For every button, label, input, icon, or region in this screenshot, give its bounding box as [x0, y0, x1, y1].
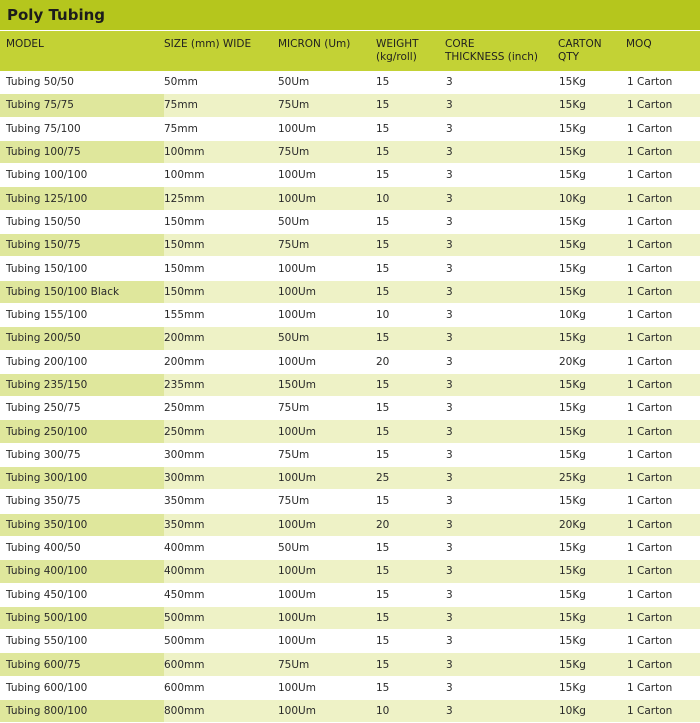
cell-size: 100mm	[164, 140, 278, 163]
cell-micron: 100Um	[278, 303, 376, 326]
cell-micron: 100Um	[278, 350, 376, 373]
cell-micron: 100Um	[278, 420, 376, 443]
cell-size: 235mm	[164, 373, 278, 396]
cell-micron: 150Um	[278, 373, 376, 396]
cell-micron: 100Um	[278, 630, 376, 653]
table-row	[0, 467, 700, 490]
cell-model: Tubing 200/100	[0, 350, 164, 373]
cell-micron: 100Um	[278, 467, 376, 490]
cell-moq: 1 Carton	[627, 373, 700, 396]
cell-weight: 20	[376, 350, 446, 373]
cell-size: 250mm	[164, 420, 278, 443]
table-row	[0, 397, 700, 420]
table-row	[0, 234, 700, 257]
cell-micron: 75Um	[278, 653, 376, 676]
cell-weight: 10	[376, 187, 446, 210]
table-row	[0, 560, 700, 583]
cell-carton: 15Kg	[559, 94, 627, 117]
cell-weight: 15	[376, 630, 446, 653]
table-row	[0, 303, 700, 326]
header-carton-line1: CARTON	[558, 38, 602, 50]
cell-micron: 75Um	[278, 140, 376, 163]
cell-weight: 15	[376, 257, 446, 280]
cell-core: 3	[446, 373, 559, 396]
cell-weight: 15	[376, 140, 446, 163]
cell-moq: 1 Carton	[627, 513, 700, 536]
cell-core: 3	[446, 327, 559, 350]
header-carton-line2: QTY	[558, 51, 580, 63]
cell-carton: 15Kg	[559, 653, 627, 676]
cell-size: 100mm	[164, 164, 278, 187]
cell-model: Tubing 500/100	[0, 606, 164, 629]
header-core-line1: CORE	[445, 38, 475, 50]
cell-micron: 100Um	[278, 560, 376, 583]
cell-moq: 1 Carton	[627, 653, 700, 676]
cell-micron: 75Um	[278, 490, 376, 513]
cell-moq: 1 Carton	[627, 490, 700, 513]
cell-micron: 75Um	[278, 443, 376, 466]
cell-weight: 25	[376, 467, 446, 490]
cell-core: 3	[446, 490, 559, 513]
cell-core: 3	[446, 210, 559, 233]
cell-weight: 15	[376, 536, 446, 559]
cell-moq: 1 Carton	[627, 280, 700, 303]
cell-moq: 1 Carton	[627, 443, 700, 466]
cell-core: 3	[446, 420, 559, 443]
cell-carton: 15Kg	[559, 397, 627, 420]
cell-micron: 50Um	[278, 71, 376, 94]
cell-weight: 15	[376, 164, 446, 187]
cell-carton: 15Kg	[559, 257, 627, 280]
cell-size: 600mm	[164, 676, 278, 699]
cell-size: 250mm	[164, 397, 278, 420]
cell-carton: 15Kg	[559, 117, 627, 140]
cell-size: 200mm	[164, 327, 278, 350]
cell-model: Tubing 155/100	[0, 303, 164, 326]
cell-model: Tubing 75/75	[0, 94, 164, 117]
cell-size: 150mm	[164, 257, 278, 280]
cell-size: 400mm	[164, 560, 278, 583]
table-row	[0, 420, 700, 443]
cell-weight: 15	[376, 606, 446, 629]
cell-size: 150mm	[164, 234, 278, 257]
table-row	[0, 350, 700, 373]
cell-weight: 15	[376, 71, 446, 94]
cell-carton: 15Kg	[559, 490, 627, 513]
cell-core: 3	[446, 653, 559, 676]
cell-size: 75mm	[164, 117, 278, 140]
cell-model: Tubing 125/100	[0, 187, 164, 210]
cell-core: 3	[446, 303, 559, 326]
cell-carton: 10Kg	[559, 700, 627, 723]
cell-core: 3	[446, 257, 559, 280]
cell-model: Tubing 600/75	[0, 653, 164, 676]
header-size: SIZE (mm) WIDE	[164, 38, 252, 50]
cell-carton: 15Kg	[559, 280, 627, 303]
cell-model: Tubing 200/50	[0, 327, 164, 350]
cell-weight: 15	[376, 420, 446, 443]
header-weight-line2: (kg/roll)	[376, 51, 417, 63]
cell-moq: 1 Carton	[627, 234, 700, 257]
cell-micron: 100Um	[278, 187, 376, 210]
cell-carton: 15Kg	[559, 443, 627, 466]
cell-core: 3	[446, 560, 559, 583]
cell-moq: 1 Carton	[627, 94, 700, 117]
cell-core: 3	[446, 630, 559, 653]
cell-moq: 1 Carton	[627, 303, 700, 326]
cell-moq: 1 Carton	[627, 583, 700, 606]
cell-moq: 1 Carton	[627, 467, 700, 490]
cell-carton: 20Kg	[559, 350, 627, 373]
cell-core: 3	[446, 583, 559, 606]
cell-micron: 75Um	[278, 94, 376, 117]
cell-carton: 20Kg	[559, 513, 627, 536]
cell-moq: 1 Carton	[627, 140, 700, 163]
cell-model: Tubing 75/100	[0, 117, 164, 140]
cell-size: 350mm	[164, 490, 278, 513]
cell-core: 3	[446, 443, 559, 466]
cell-size: 50mm	[164, 71, 278, 94]
cell-core: 3	[446, 676, 559, 699]
table-row	[0, 653, 700, 676]
cell-core: 3	[446, 513, 559, 536]
cell-core: 3	[446, 397, 559, 420]
cell-micron: 100Um	[278, 676, 376, 699]
cell-carton: 15Kg	[559, 630, 627, 653]
cell-model: Tubing 400/100	[0, 560, 164, 583]
cell-moq: 1 Carton	[627, 71, 700, 94]
table-row	[0, 71, 700, 94]
cell-carton: 15Kg	[559, 420, 627, 443]
cell-moq: 1 Carton	[627, 420, 700, 443]
header-carton	[558, 38, 602, 64]
cell-carton: 25Kg	[559, 467, 627, 490]
table-header-row	[0, 31, 700, 71]
cell-micron: 50Um	[278, 536, 376, 559]
cell-model: Tubing 600/100	[0, 676, 164, 699]
header-weight	[376, 38, 419, 64]
cell-moq: 1 Carton	[627, 560, 700, 583]
cell-carton: 10Kg	[559, 187, 627, 210]
cell-micron: 100Um	[278, 700, 376, 723]
cell-moq: 1 Carton	[627, 606, 700, 629]
cell-moq: 1 Carton	[627, 536, 700, 559]
cell-moq: 1 Carton	[627, 676, 700, 699]
table-title: Poly Tubing	[0, 0, 700, 31]
table-row	[0, 164, 700, 187]
cell-core: 3	[446, 536, 559, 559]
cell-weight: 15	[376, 94, 446, 117]
header-core	[445, 38, 538, 64]
cell-size: 150mm	[164, 210, 278, 233]
cell-carton: 15Kg	[559, 210, 627, 233]
cell-model: Tubing 150/100 Black	[0, 280, 164, 303]
cell-carton: 15Kg	[559, 606, 627, 629]
cell-moq: 1 Carton	[627, 164, 700, 187]
cell-model: Tubing 50/50	[0, 71, 164, 94]
cell-moq: 1 Carton	[627, 257, 700, 280]
cell-weight: 20	[376, 513, 446, 536]
cell-micron: 100Um	[278, 280, 376, 303]
cell-moq: 1 Carton	[627, 117, 700, 140]
cell-core: 3	[446, 71, 559, 94]
cell-carton: 15Kg	[559, 140, 627, 163]
cell-model: Tubing 300/100	[0, 467, 164, 490]
header-moq: MOQ	[626, 38, 652, 50]
cell-weight: 15	[376, 490, 446, 513]
cell-size: 600mm	[164, 653, 278, 676]
cell-size: 350mm	[164, 513, 278, 536]
cell-size: 200mm	[164, 350, 278, 373]
table-row	[0, 606, 700, 629]
header-model: MODEL	[6, 38, 44, 50]
table-row	[0, 280, 700, 303]
cell-weight: 15	[376, 210, 446, 233]
table-row	[0, 94, 700, 117]
cell-moq: 1 Carton	[627, 327, 700, 350]
cell-model: Tubing 300/75	[0, 443, 164, 466]
cell-size: 150mm	[164, 280, 278, 303]
cell-carton: 15Kg	[559, 234, 627, 257]
cell-moq: 1 Carton	[627, 630, 700, 653]
cell-weight: 15	[376, 280, 446, 303]
cell-size: 450mm	[164, 583, 278, 606]
cell-size: 155mm	[164, 303, 278, 326]
cell-size: 500mm	[164, 630, 278, 653]
cell-weight: 15	[376, 583, 446, 606]
cell-carton: 10Kg	[559, 303, 627, 326]
table-row	[0, 536, 700, 559]
cell-micron: 75Um	[278, 397, 376, 420]
cell-carton: 15Kg	[559, 536, 627, 559]
table-row	[0, 443, 700, 466]
cell-model: Tubing 150/100	[0, 257, 164, 280]
cell-size: 400mm	[164, 536, 278, 559]
header-micron: MICRON (Um)	[278, 38, 351, 50]
cell-model: Tubing 150/50	[0, 210, 164, 233]
cell-core: 3	[446, 94, 559, 117]
cell-micron: 50Um	[278, 327, 376, 350]
cell-size: 300mm	[164, 443, 278, 466]
cell-core: 3	[446, 187, 559, 210]
cell-micron: 50Um	[278, 210, 376, 233]
cell-carton: 15Kg	[559, 560, 627, 583]
cell-size: 800mm	[164, 700, 278, 723]
cell-weight: 15	[376, 676, 446, 699]
cell-weight: 15	[376, 653, 446, 676]
cell-carton: 15Kg	[559, 71, 627, 94]
cell-model: Tubing 100/100	[0, 164, 164, 187]
cell-moq: 1 Carton	[627, 700, 700, 723]
cell-model: Tubing 250/100	[0, 420, 164, 443]
table-row	[0, 700, 700, 723]
cell-weight: 15	[376, 234, 446, 257]
table-row	[0, 140, 700, 163]
cell-weight: 10	[376, 303, 446, 326]
cell-size: 500mm	[164, 606, 278, 629]
cell-weight: 15	[376, 117, 446, 140]
cell-core: 3	[446, 140, 559, 163]
cell-moq: 1 Carton	[627, 210, 700, 233]
table-row	[0, 513, 700, 536]
cell-weight: 15	[376, 327, 446, 350]
table-row	[0, 210, 700, 233]
cell-model: Tubing 400/50	[0, 536, 164, 559]
cell-moq: 1 Carton	[627, 397, 700, 420]
cell-core: 3	[446, 117, 559, 140]
table-row	[0, 630, 700, 653]
cell-carton: 15Kg	[559, 373, 627, 396]
cell-model: Tubing 550/100	[0, 630, 164, 653]
cell-core: 3	[446, 280, 559, 303]
cell-model: Tubing 100/75	[0, 140, 164, 163]
cell-weight: 10	[376, 700, 446, 723]
cell-micron: 75Um	[278, 234, 376, 257]
cell-micron: 100Um	[278, 513, 376, 536]
cell-carton: 15Kg	[559, 164, 627, 187]
cell-carton: 15Kg	[559, 327, 627, 350]
cell-model: Tubing 800/100	[0, 700, 164, 723]
cell-carton: 15Kg	[559, 583, 627, 606]
cell-weight: 15	[376, 443, 446, 466]
cell-weight: 15	[376, 397, 446, 420]
table-row	[0, 373, 700, 396]
cell-micron: 100Um	[278, 164, 376, 187]
cell-core: 3	[446, 234, 559, 257]
cell-micron: 100Um	[278, 257, 376, 280]
cell-model: Tubing 350/75	[0, 490, 164, 513]
cell-moq: 1 Carton	[627, 187, 700, 210]
cell-model: Tubing 350/100	[0, 513, 164, 536]
cell-micron: 100Um	[278, 606, 376, 629]
cell-micron: 100Um	[278, 117, 376, 140]
cell-moq: 1 Carton	[627, 350, 700, 373]
table-row	[0, 117, 700, 140]
cell-size: 125mm	[164, 187, 278, 210]
table-row	[0, 257, 700, 280]
cell-carton: 15Kg	[559, 676, 627, 699]
cell-size: 75mm	[164, 94, 278, 117]
table-row	[0, 327, 700, 350]
cell-core: 3	[446, 467, 559, 490]
cell-model: Tubing 235/150	[0, 373, 164, 396]
cell-model: Tubing 450/100	[0, 583, 164, 606]
cell-size: 300mm	[164, 467, 278, 490]
cell-weight: 15	[376, 373, 446, 396]
cell-model: Tubing 250/75	[0, 397, 164, 420]
header-weight-line1: WEIGHT	[376, 38, 419, 50]
table-row	[0, 583, 700, 606]
cell-micron: 100Um	[278, 583, 376, 606]
table-row	[0, 490, 700, 513]
cell-core: 3	[446, 164, 559, 187]
header-core-line2: THICKNESS (inch)	[445, 51, 538, 63]
tubing-table	[0, 71, 700, 723]
cell-model: Tubing 150/75	[0, 234, 164, 257]
cell-core: 3	[446, 350, 559, 373]
table-row	[0, 187, 700, 210]
cell-weight: 15	[376, 560, 446, 583]
cell-core: 3	[446, 606, 559, 629]
table-row	[0, 676, 700, 699]
cell-core: 3	[446, 700, 559, 723]
